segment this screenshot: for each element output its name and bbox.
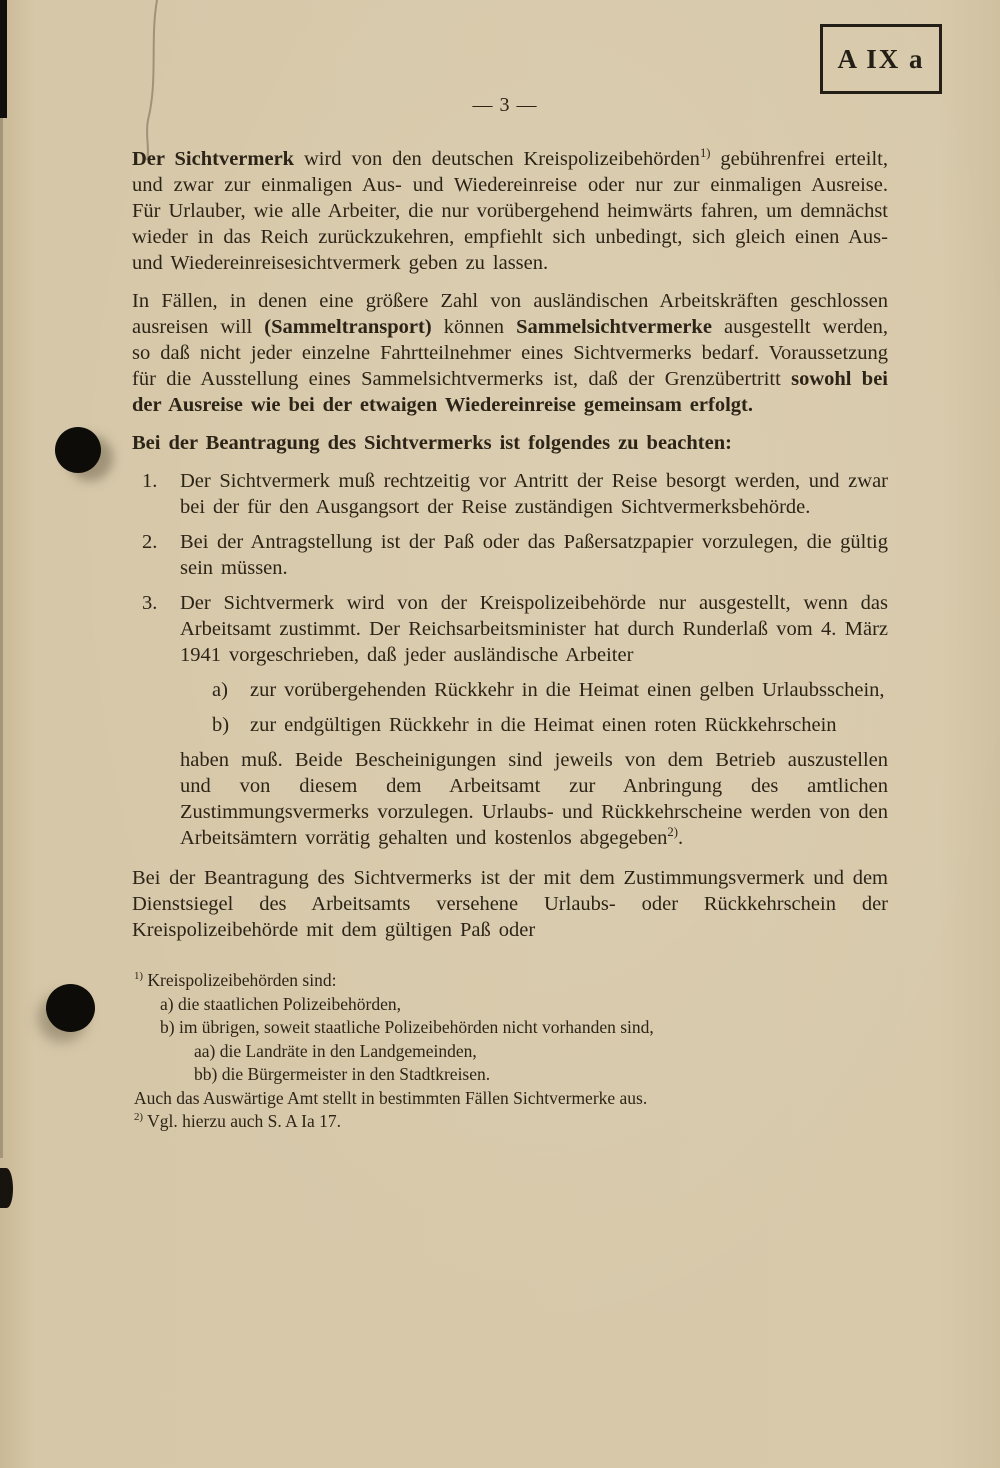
footnote-note: Auch das Auswärtige Amt stellt in bestimmten Fällen Sichtvermerke aus. — [134, 1087, 648, 1108]
paragraph-2: In Fällen, in denen eine größere Zahl von ausländischen Arbeitskräften geschlossen ausreisen will (Sammeltransport) können Sammelsichtvermerke ausgestellt werden, so daß nicht jeder einzelne Fahrtteilnehmer eines Sichtvermerks bedarf. Voraussetzung für die Ausstellung eines Sammelsichtvermerks ist, daß der Grenzübertritt sowohl bei der Ausreise wie bei der etwaigen Wiedereinreise gemeinsam erfolgt. — [132, 290, 889, 416]
punch-hole-top — [55, 427, 101, 473]
paper-crease — [0, 0, 220, 160]
list-item-1 — [132, 468, 888, 520]
section-label: A IX a — [837, 43, 925, 74]
list-item-text: Bei der Antragstellung ist der Paß oder das Paßersatzpapier vorzulegen, die gültig sein müssen. — [180, 531, 888, 579]
paragraph-1: Der Sichtvermerk wird von den deutschen Kreispolizeibehörden$^{1)}$ gebührenfrei erteilt, und zwar zur einmaligen Aus- und Wiedereinreise oder nur zur einmaligen Ausreise. Für Urlauber, wie alle Arbeiter, die nur vorübergehend heimwärts fahren, um demnächst wieder in das Reich zurückzukehren, empfiehlt sich unbedingt, sich gleich einen Aus- und Wiedereinreisesichtvermerk geben zu lassen. — [132, 146, 888, 274]
list-item-3 — [132, 590, 888, 668]
sub-item-a — [132, 677, 888, 703]
footnote-1bb: bb) die Bürgermeister in den Stadtkreisen. — [194, 1064, 491, 1084]
section-label-box — [820, 24, 942, 94]
list-marker: 1. — [142, 470, 158, 492]
sub-item-b — [132, 712, 888, 738]
list-continuation: haben muß. Beide Bescheinigungen sind jeweils von dem Betrieb auszustellen und von diesem dem Arbeitsamt zur Anbringung des amtlichen Zustimmungsvermerks vorzulegen. Urlaubs- und Rückkehrscheine werden von den Arbeitsämtern vorrätig gehalten und kostenlos abgegeben$^{2)}$. — [180, 749, 888, 849]
list-item-2 — [132, 529, 888, 581]
list-heading: Bei der Beantragung des Sichtvermerks ist folgendes zu beachten: — [132, 432, 732, 454]
sub-item-marker: a) — [212, 679, 228, 701]
footnote-1b: b) im übrigen, soweit staatliche Polizeibehörden nicht vorhanden sind, — [160, 1017, 654, 1037]
paragraph-4: Bei der Beantragung des Sichtvermerks ist der mit dem Zustimmungsvermerk und dem Dienstsiegel des Arbeitsamts versehene Urlaubs- oder Rückkehrschein der Kreispolizeibehörde mit dem gültigen Paß oder — [132, 867, 888, 941]
footnote-1a: a) die staatlichen Polizeibehörden, — [160, 993, 402, 1014]
footnote-1aa: aa) die Landräte in den Landgemeinden, — [194, 1040, 477, 1061]
punch-hole-bottom — [46, 984, 95, 1032]
binding-edge-shadow — [0, 118, 3, 1158]
footnotes — [132, 969, 888, 1134]
ink-smudge — [0, 1168, 13, 1208]
sub-item-text: zur vorübergehenden Rückkehr in die Heimat einen gelben Urlaubsschein, — [250, 679, 885, 701]
footnote-1: $^{1)}$ Kreispolizeibehörden sind: — [134, 970, 337, 990]
body-text — [132, 146, 888, 1134]
sub-item-marker: b) — [212, 714, 230, 736]
list-item-text: Der Sichtvermerk wird von der Kreispolizeibehörde nur ausgestellt, wenn das Arbeitsamt zustimmt. Der Reichsarbeitsminister hat durch Runderlaß vom 4. März 1941 vorgeschrieben, daß jeder ausländische Arbeiter — [180, 592, 888, 666]
footnote-2: $^{2)}$ Vgl. hierzu auch S. A Ia 17. — [134, 1111, 342, 1131]
list-marker: 2. — [142, 531, 158, 553]
sub-item-text: zur endgültigen Rückkehr in die Heimat einen roten Rückkehrschein — [250, 714, 837, 736]
page-number: — 3 — — [472, 94, 538, 116]
list-marker: 3. — [142, 592, 158, 614]
list-item-text: Der Sichtvermerk muß rechtzeitig vor Antritt der Reise besorgt werden, und zwar bei der für den Ausgangsort der Reise zuständigen Sichtvermerksbehörde. — [180, 470, 888, 518]
